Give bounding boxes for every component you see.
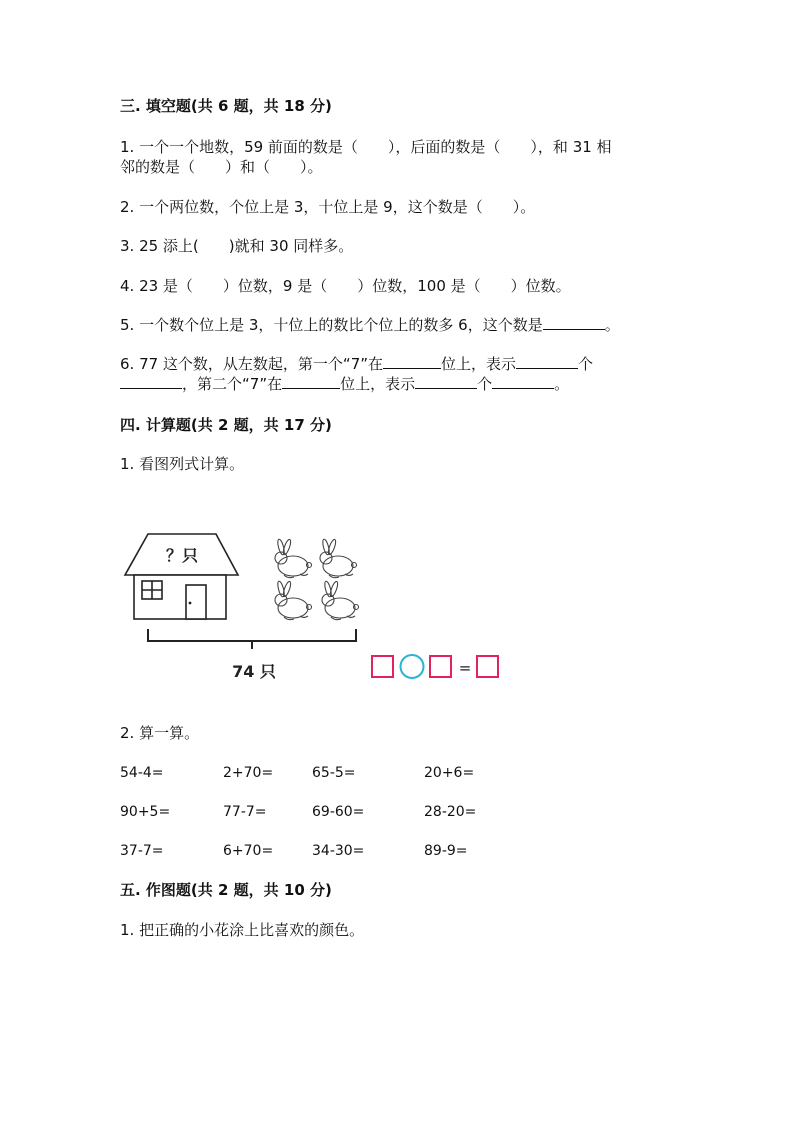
answer-blank[interactable] [120, 374, 182, 389]
calc-item: 6+70= [223, 843, 274, 859]
calc-item: 28-20= [424, 804, 477, 820]
question-3-5-end: 。 [604, 316, 620, 334]
question-3-6-part-b: 位上，表示 [441, 355, 517, 373]
brace-icon [148, 629, 356, 649]
question-3-6-part-a: 6. 77 这个数，从左数起，第一个“7”在 [120, 355, 384, 373]
question-3-4: 4. 23 是（ ）位数，9 是（ ）位数，100 是（ ）位数。 [120, 277, 571, 295]
answer-box-3[interactable] [477, 656, 498, 677]
question-3-6-part-e: 位上，表示 [340, 375, 416, 393]
calc-item: 54-4= [120, 765, 164, 781]
answer-blank[interactable] [383, 354, 441, 369]
answer-blank[interactable] [516, 354, 578, 369]
question-3-1-line-2: 邻的数是（ ）和（ ）。 [120, 158, 323, 176]
question-3-6-part-f: 个 [477, 375, 493, 393]
rabbit-icon [275, 581, 312, 620]
answer-box-2[interactable] [430, 656, 451, 677]
total-label: 74 只 [232, 662, 276, 681]
question-3-5-text: 5. 一个数个位上是 3，十位上的数比个位上的数多 6，这个数是 [120, 316, 543, 334]
question-3-2: 2. 一个两位数，个位上是 3，十位上是 9，这个数是（ ）。 [120, 198, 536, 216]
question-3-6-line-2 [120, 374, 569, 394]
calc-item: 20+6= [424, 765, 475, 781]
picture-figure [120, 525, 520, 690]
rabbit-icon [322, 581, 359, 620]
answer-blank[interactable] [543, 315, 605, 330]
question-3-6-part-g: 。 [554, 375, 570, 393]
question-3-3: 3. 25 添上( )就和 30 同样多。 [120, 237, 354, 255]
question-3-1-line-1: 1. 一个一个地数，59 前面的数是（ ），后面的数是（ ），和 31 相 [120, 138, 612, 156]
operator-circle[interactable] [401, 655, 424, 678]
calc-item: 37-7= [120, 843, 164, 859]
calc-item: 2+70= [223, 765, 274, 781]
calc-item: 65-5= [312, 765, 356, 781]
section-4-title: 四. 计算题(共 2 题，共 17 分) [120, 416, 332, 434]
answer-blank[interactable] [492, 374, 554, 389]
equals-sign: = [458, 659, 472, 677]
answer-blank[interactable] [282, 374, 340, 389]
answer-box-1[interactable] [372, 656, 393, 677]
calc-item: 34-30= [312, 843, 365, 859]
question-3-6-line-1 [120, 354, 593, 374]
calc-item: 77-7= [223, 804, 267, 820]
question-3-6-part-d: ，第二个“7”在 [182, 375, 283, 393]
question-4-2: 2. 算一算。 [120, 724, 200, 742]
section-5-title: 五. 作图题(共 2 题，共 10 分) [120, 881, 332, 899]
calc-item: 90+5= [120, 804, 171, 820]
calc-item: 69-60= [312, 804, 365, 820]
answer-blank[interactable] [415, 374, 477, 389]
question-3-5 [120, 315, 620, 335]
question-4-1: 1. 看图列式计算。 [120, 455, 245, 473]
calc-item: 89-9= [424, 843, 468, 859]
house-label: ？只 [165, 546, 199, 565]
question-5-1: 1. 把正确的小花涂上比喜欢的颜色。 [120, 921, 365, 939]
rabbit-icon [320, 539, 357, 578]
rabbit-icon [275, 539, 312, 578]
section-3-title: 三. 填空题(共 6 题，共 18 分) [120, 97, 332, 115]
question-3-6-part-c: 个 [578, 355, 594, 373]
